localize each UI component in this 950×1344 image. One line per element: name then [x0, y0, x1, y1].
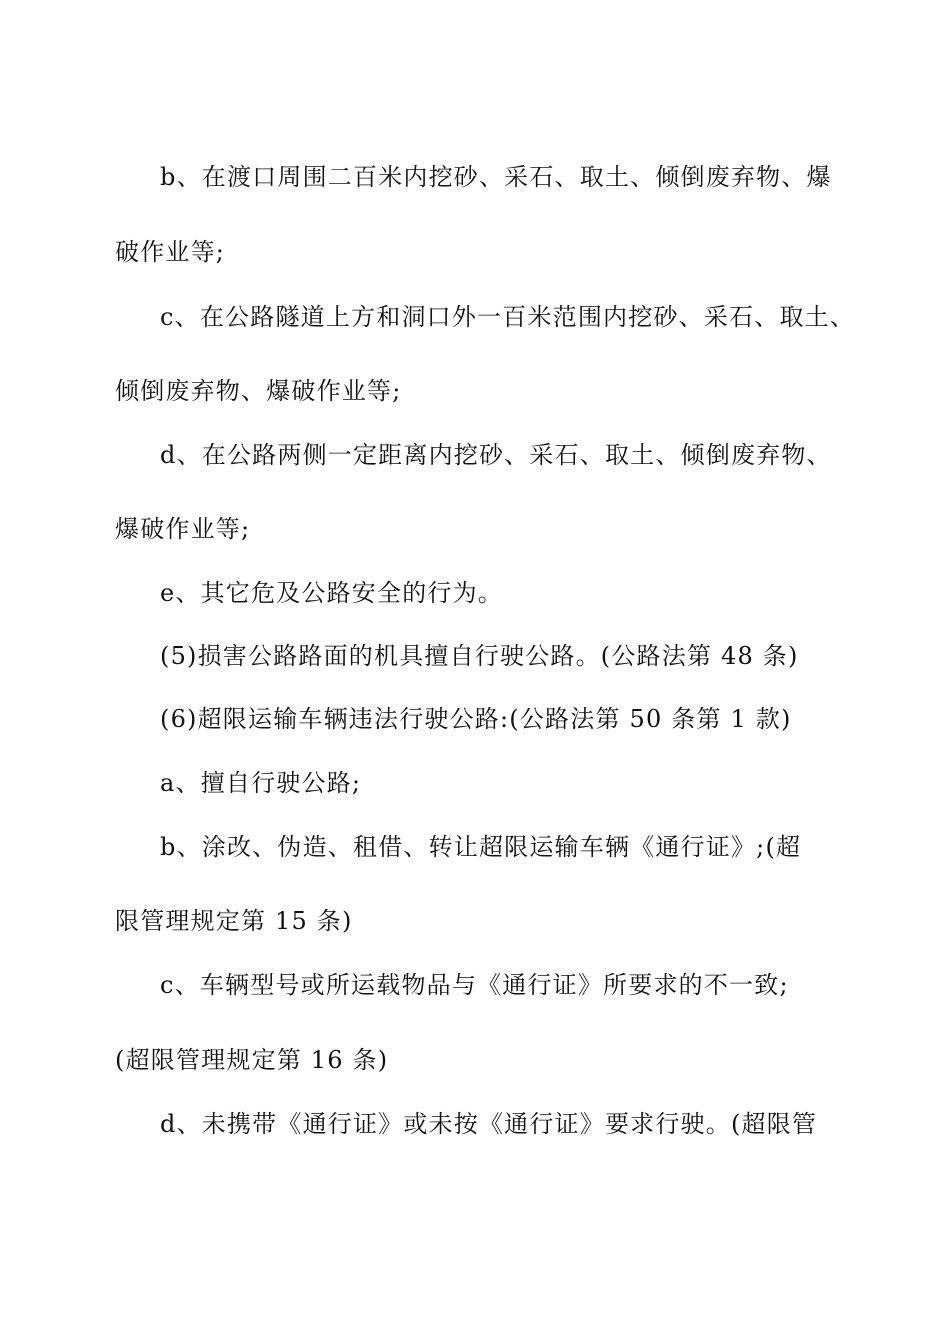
text-line-13: c、车辆型号或所运载物品与《通行证》所要求的不一致;: [160, 971, 789, 999]
text-line-1: b、在渡口周围二百米内挖砂、采石、取土、倾倒废弃物、爆: [160, 163, 832, 191]
text-line-7: e、其它危及公路安全的行为。: [160, 579, 504, 607]
text-line-4: 倾倒废弃物、爆破作业等;: [115, 377, 402, 405]
text-line-10: a、擅自行驶公路;: [160, 769, 362, 797]
text-line-3: c、在公路隧道上方和洞口外一百米范围内挖砂、采石、取土、: [160, 303, 856, 331]
text-line-6: 爆破作业等;: [115, 515, 251, 543]
text-line-5: d、在公路两侧一定距离内挖砂、采石、取土、倾倒废弃物、: [160, 441, 832, 469]
text-line-8: (5)损害公路路面的机具擅自行驶公路。(公路法第 48 条): [160, 642, 799, 670]
text-line-14: (超限管理规定第 16 条): [115, 1046, 389, 1074]
text-line-9: (6)超限运输车辆违法行驶公路:(公路法第 50 条第 1 款): [160, 705, 792, 733]
text-line-11: b、涂改、伪造、租借、转让超限运输车辆《通行证》;(超: [160, 833, 802, 861]
text-line-15: d、未携带《通行证》或未按《通行证》要求行驶。(超限管: [160, 1110, 818, 1138]
text-line-12: 限管理规定第 15 条): [115, 907, 353, 935]
text-line-2: 破作业等;: [115, 238, 226, 266]
